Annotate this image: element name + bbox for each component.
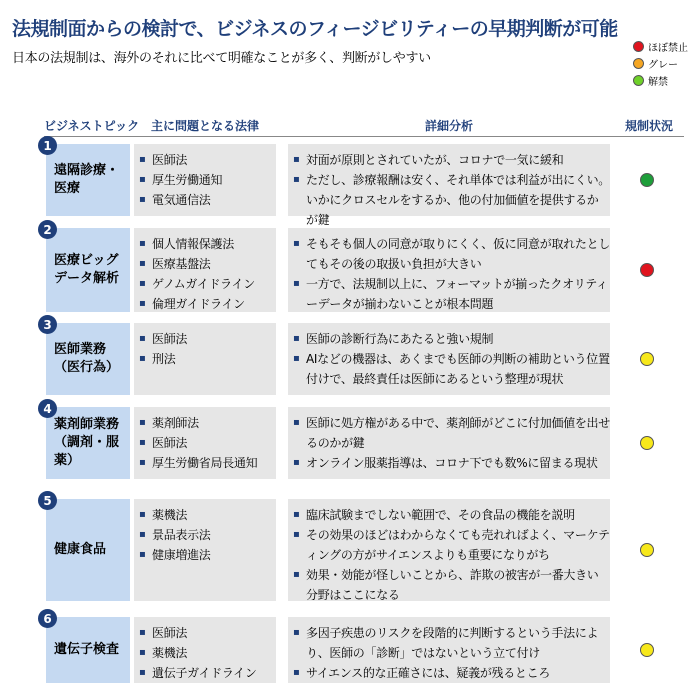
header-status: 規制状況 xyxy=(624,119,673,133)
status-light-icon xyxy=(640,263,654,277)
legend-label: ほぼ禁止 xyxy=(648,43,688,54)
topic-cell xyxy=(46,323,130,395)
laws-cell xyxy=(134,323,276,395)
table-row xyxy=(0,401,700,479)
row-number-badge: 3 xyxy=(38,315,57,334)
legend-dot-icon xyxy=(633,58,644,69)
topic-label: 健康食品 xyxy=(54,542,107,557)
topic-label: 遠隔診療・ 医療 xyxy=(54,163,120,196)
row-number-badge: 2 xyxy=(38,220,57,239)
topic-label: 医療ビッグ データ解析 xyxy=(54,253,120,286)
laws-cell xyxy=(134,228,276,312)
topic-cell xyxy=(46,228,130,312)
status-light-icon xyxy=(640,643,654,657)
detail-cell xyxy=(288,228,610,312)
law-item: ▪ 医師法 xyxy=(138,150,276,170)
detail-cell xyxy=(288,323,610,395)
law-item: ▪ 景品表示法 xyxy=(138,525,276,545)
row-number-badge: 6 xyxy=(38,609,57,628)
legend-label: 解禁 xyxy=(648,77,668,88)
laws-cell xyxy=(134,499,276,601)
legend-label: グレー xyxy=(648,60,678,71)
legend-item xyxy=(633,72,688,89)
header-laws: 主に問題となる法律 xyxy=(150,119,259,133)
topic-label: 薬剤師業務 （調剤・服薬） xyxy=(54,417,120,468)
law-item: ▪ 薬機法 xyxy=(138,643,276,663)
detail-item: ▪ 効果・効能が怪しいことから、詐欺の被害が一番大きい分野はここになる xyxy=(292,565,610,605)
header-topic: ビジネストピック xyxy=(44,119,140,133)
row-number-badge: 5 xyxy=(38,491,57,510)
status-legend xyxy=(633,38,688,89)
law-item: ▪ 薬剤師法 xyxy=(138,413,276,433)
page-title: 法規制面からの検討で、ビジネスのフィージビリティーの早期判断が可能 xyxy=(12,18,618,40)
law-item: ▪ 薬機法 xyxy=(138,505,276,525)
detail-item: ▪ 対面が原則とされていたが、コロナで一気に緩和 xyxy=(292,150,610,170)
laws-cell xyxy=(134,144,276,216)
laws-cell xyxy=(134,617,276,683)
law-item: ▪ ゲノムガイドライン xyxy=(138,274,276,294)
detail-item: ▪ オンライン服薬指導は、コロナ下でも数%に留まる現状 xyxy=(292,453,610,473)
detail-cell xyxy=(288,499,610,601)
topic-cell xyxy=(46,144,130,216)
laws-cell xyxy=(134,407,276,479)
law-item: ▪ 遺伝子ガイドライン xyxy=(138,663,276,683)
topic-cell xyxy=(46,617,130,683)
page-subtitle: 日本の法規制は、海外のそれに比べて明確なことが多く、判断がしやすい xyxy=(12,51,431,66)
detail-item: ▪ そもそも個人の同意が取りにくく、仮に同意が取れたとしてもその後の取扱い負担が大きい xyxy=(292,234,610,274)
status-light-icon xyxy=(640,543,654,557)
detail-cell xyxy=(288,407,610,479)
law-item: ▪ 医師法 xyxy=(138,433,276,453)
detail-item: ▪ その効果のほどはわからなくても売れればよく、マーケティングの方がサイエンスよりも重要になりがち xyxy=(292,525,610,565)
legend-dot-icon xyxy=(633,75,644,86)
topic-cell xyxy=(46,407,130,479)
detail-cell xyxy=(288,617,610,683)
status-light-icon xyxy=(640,352,654,366)
detail-item: ▪ 多因子疾患のリスクを段階的に判断するという手法により、医師の「診断」ではないという立て付け xyxy=(292,623,610,663)
legend-item xyxy=(633,38,688,55)
legend-item xyxy=(633,55,688,72)
law-item: ▪ 厚生労働省局長通知 xyxy=(138,453,276,473)
table-row xyxy=(0,138,700,227)
law-item: ▪ 倫理ガイドライン xyxy=(138,294,276,314)
detail-item: ▪ サイエンス的な正確さには、疑義が残るところ xyxy=(292,663,610,683)
detail-item: ▪ 医師の診断行為にあたると強い規制 xyxy=(292,329,610,349)
row-number-badge: 4 xyxy=(38,399,57,418)
table-row xyxy=(0,493,700,602)
table-row xyxy=(0,611,700,683)
status-light-icon xyxy=(640,173,654,187)
detail-item: ▪ ただし、診療報酬は安く、それ単体では利益が出にくい。いかにクロスセルをするか、他の付加価値を提供するかが鍵 xyxy=(292,170,610,230)
status-light-icon xyxy=(640,436,654,450)
detail-item: ▪ AIなどの機器は、あくまでも医師の判断の補助という位置付けで、最終責任は医師にあるという整理が現状 xyxy=(292,349,610,389)
detail-item: ▪ 一方で、法規制以上に、フォーマットが揃ったクオリティーデータが揃わないことが根本問題 xyxy=(292,274,610,314)
topic-cell xyxy=(46,499,130,601)
topic-label: 医師業務 （医行為） xyxy=(54,342,120,375)
topic-label: 遺伝子検査 xyxy=(54,642,120,657)
header-detail: 詳細分析 xyxy=(424,119,473,133)
law-item: ▪ 電気通信法 xyxy=(138,190,276,210)
law-item: ▪ 健康増進法 xyxy=(138,545,276,565)
law-item: ▪ 厚生労働通知 xyxy=(138,170,276,190)
law-item: ▪ 医師法 xyxy=(138,329,276,349)
row-number-badge: 1 xyxy=(38,136,57,155)
law-item: ▪ 個人情報保護法 xyxy=(138,234,276,254)
table-row xyxy=(0,222,700,312)
legend-dot-icon xyxy=(633,41,644,52)
detail-cell xyxy=(288,144,610,227)
law-item: ▪ 刑法 xyxy=(138,349,276,369)
law-item: ▪ 医師法 xyxy=(138,623,276,643)
detail-item: ▪ 臨床試験までしない範囲で、その食品の機能を説明 xyxy=(292,505,610,525)
detail-item: ▪ 医師に処方権がある中で、薬剤師がどこに付加価値を出せるのかが鍵 xyxy=(292,413,610,453)
table-row xyxy=(0,317,700,395)
header-divider xyxy=(44,136,684,137)
law-item: ▪ 医療基盤法 xyxy=(138,254,276,274)
